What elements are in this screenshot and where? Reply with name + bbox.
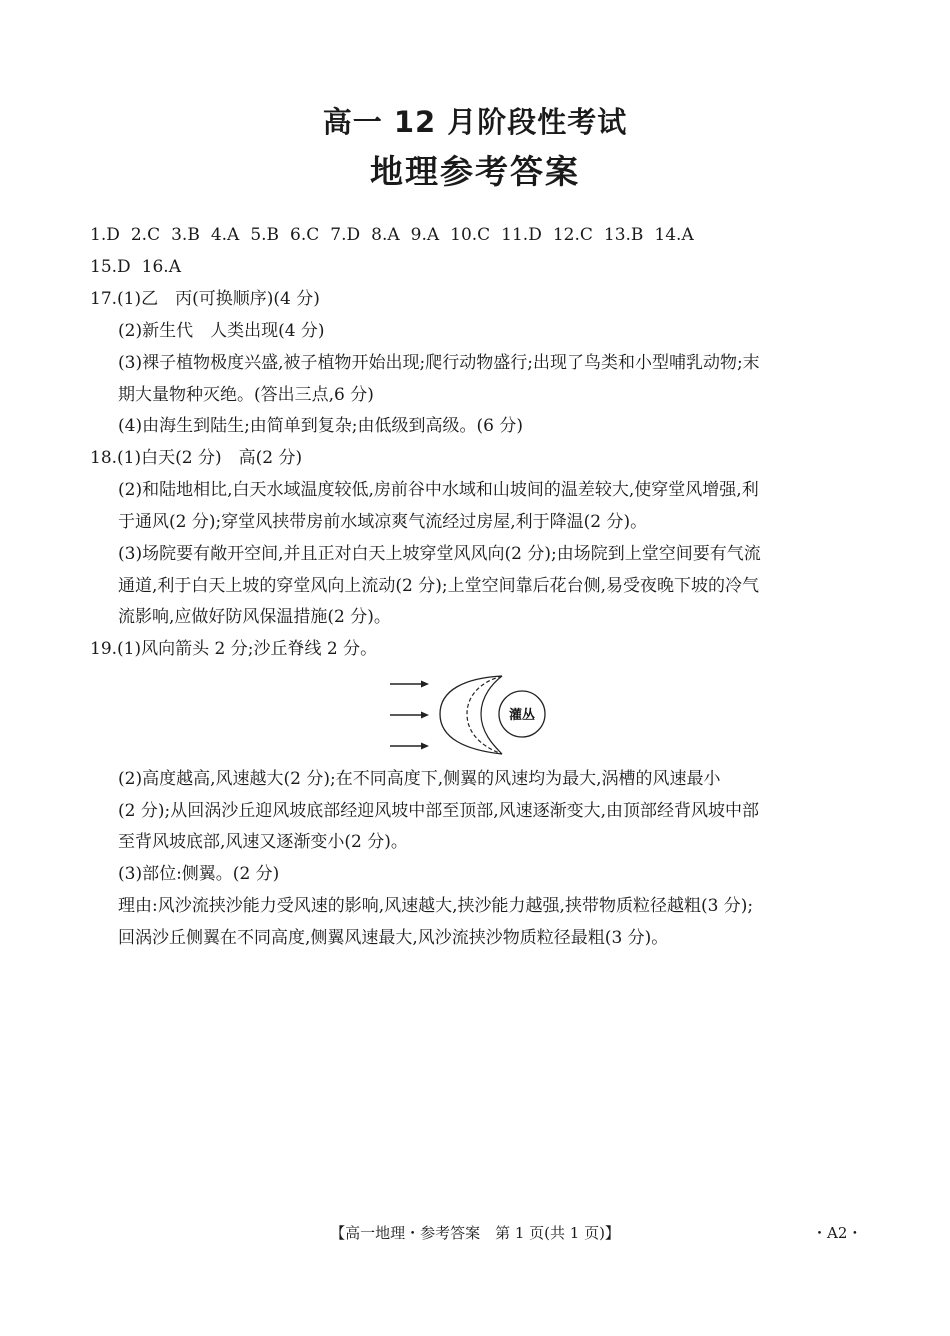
- wind-arrowhead-bottom: [421, 743, 429, 750]
- wind-arrowhead-top: [421, 681, 429, 688]
- q19-part4-line2: 回涡沙丘侧翼在不同高度,侧翼风速最大,风沙流挟沙物质粒径最粗(3 分)。: [118, 928, 669, 948]
- mc-answer: 3.B: [171, 225, 200, 245]
- mc-answer: 12.C: [552, 225, 593, 245]
- mc-answer: 11.D: [501, 225, 542, 245]
- mc-answer: 5.B: [250, 225, 280, 245]
- q17-part2: (2)新生代 人类出现(4 分): [118, 321, 325, 341]
- q18-part1: 18.(1)白天(2 分) 高(2 分): [90, 448, 303, 468]
- mc-answer: 10.C: [450, 225, 491, 245]
- mc-answer: 15.D: [90, 257, 131, 277]
- q19-part4-line1: 理由:风沙流挟沙能力受风速的影响,风速越大,挟沙能力越强,挟带物质粒径越粗(3 分);: [118, 896, 754, 916]
- answer-key-title: 地理参考答案: [370, 152, 580, 191]
- q19-part2-line3: 至背风坡底部,风速又逐渐变小(2 分)。: [118, 832, 408, 852]
- q17-part1: 17.(1)乙 丙(可换顺序)(4 分): [90, 289, 320, 309]
- q17-part3-line1: (3)裸子植物极度兴盛,被子植物开始出现;爬行动物盛行;出现了鸟类和小型哺乳动物;末: [118, 353, 760, 373]
- mc-answer: 6.C: [290, 225, 320, 245]
- q17-part3-line2: 期大量物种灭绝。(答出三点,6 分): [118, 385, 374, 405]
- mc-answer: 16.A: [141, 257, 181, 277]
- dune-diagram: [385, 668, 536, 768]
- q18-part2-line1: (2)和陆地相比,白天水域温度较低,房前谷中水域和山坡间的温差较大,使穿堂风增强,利: [118, 480, 759, 500]
- mc-answer: 9.A: [410, 225, 440, 245]
- wind-arrowhead-middle: [421, 712, 429, 719]
- dune-outer-edge: [440, 676, 502, 754]
- q17-part4: (4)由海生到陆生;由简单到复杂;由低级到高级。(6 分): [118, 416, 524, 436]
- mc-answers-row-2: [90, 256, 192, 278]
- page-footer: 【高一地理・参考答案 第 1 页(共 1 页)】: [330, 1224, 620, 1242]
- q18-part3-line1: (3)场院要有敞开空间,并且正对白天上坡穿堂风风向(2 分);由场院到上堂空间要有气流: [118, 544, 761, 564]
- q18-part3-line3: 流影响,应做好防风保温措施(2 分)。: [118, 607, 391, 627]
- mc-answer: 8.A: [371, 225, 400, 245]
- dune-ridge-line: [467, 676, 502, 754]
- q18-part3-line2: 通道,利于白天上坡的穿堂风向上流动(2 分);上堂空间靠后花台侧,易受夜晚下坡的冷气: [118, 576, 760, 596]
- mc-answer: 2.C: [130, 225, 161, 245]
- mc-answer: 4.A: [210, 225, 240, 245]
- q19-part2-line1: (2)高度越高,风速越大(2 分);在不同高度下,侧翼的风速均为最大,涡槽的风速最小: [118, 769, 721, 789]
- q19-part1: 19.(1)风向箭头 2 分;沙丘脊线 2 分。: [90, 639, 378, 659]
- mc-answer: 7.D: [330, 225, 361, 245]
- mc-answer: 1.D: [90, 225, 120, 245]
- mc-answers-row-1: [90, 224, 705, 246]
- exam-title: 高一 12 月阶段性考试: [322, 105, 628, 139]
- q19-part2-line2: (2 分);从回涡沙丘迎风坡底部经迎风坡中部至顶部,风速逐渐变大,由顶部经背风坡中部: [118, 801, 760, 821]
- q19-part3: (3)部位:侧翼。(2 分): [118, 864, 280, 884]
- q18-part2-line2: 于通风(2 分);穿堂风挟带房前水域凉爽气流经过房屋,利于降温(2 分)。: [118, 512, 648, 532]
- page-code: ・A2・: [812, 1224, 863, 1242]
- mc-answer: 14.A: [654, 225, 694, 245]
- shrub-label: 灌丛: [508, 708, 536, 723]
- mc-answer: 13.B: [603, 225, 644, 245]
